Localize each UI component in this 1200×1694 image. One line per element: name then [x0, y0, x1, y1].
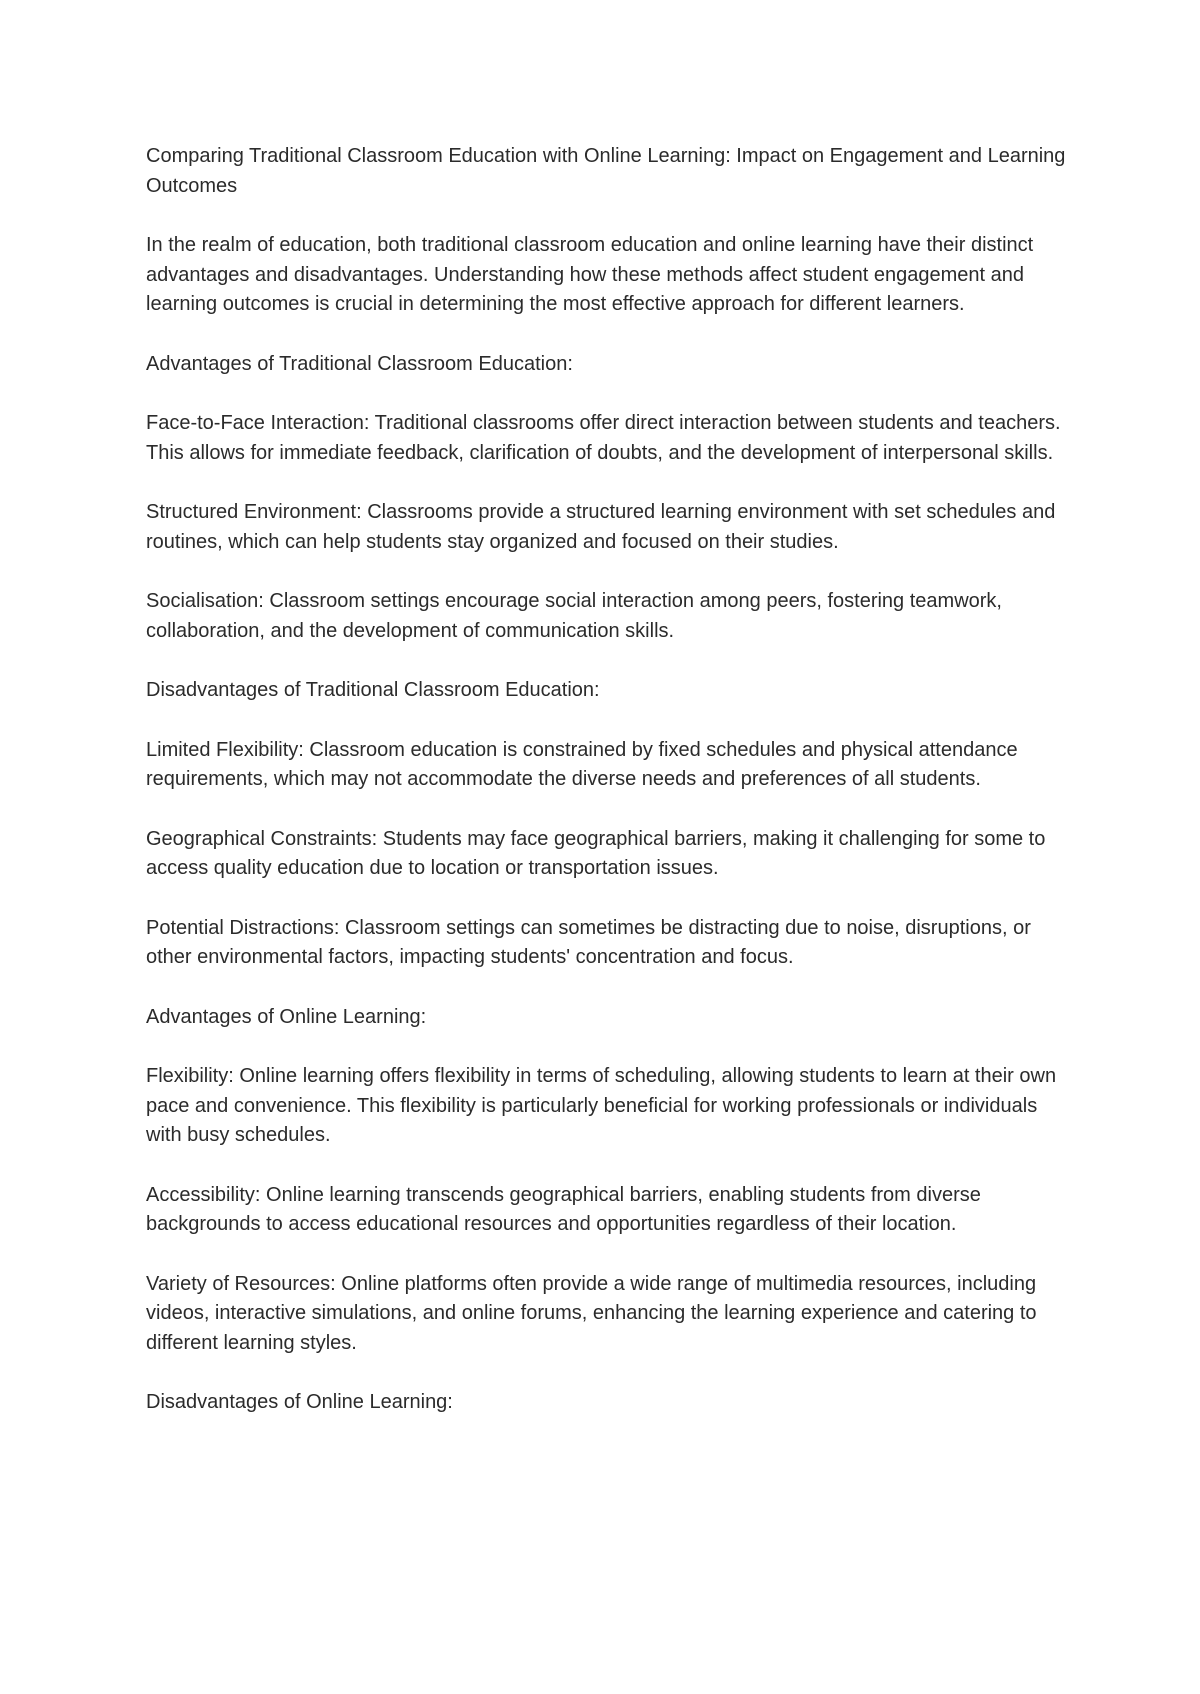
section-heading-traditional-advantages: Advantages of Traditional Classroom Education:: [146, 352, 573, 375]
paragraph-limited-flexibility: Limited Flexibility: Classroom education is constrained by fixed schedules and physical attendance requirements, which may not accommodate the diverse needs and preferences of all students.: [146, 738, 1018, 790]
document-page: [146, 142, 1076, 1448]
document-title: Comparing Traditional Classroom Education with Online Learning: Impact on Engagement and Learning Outcomes: [146, 145, 1066, 197]
paragraph-structured-environment: Structured Environment: Classrooms provide a structured learning environment with set schedules and routines, which can help students stay organized and focused on their studies.: [146, 501, 1056, 553]
paragraph-socialisation: Socialisation: Classroom settings encourage social interaction among peers, fostering teamwork, collaboration, and the development of communication skills.: [146, 590, 1002, 642]
section-heading-online-advantages: Advantages of Online Learning:: [146, 1005, 427, 1028]
paragraph-variety-of-resources: Variety of Resources: Online platforms often provide a wide range of multimedia resources, including videos, interactive simulations, and online forums, enhancing the learning experience and catering to different learning styles.: [146, 1272, 1037, 1354]
intro-paragraph: In the realm of education, both traditional classroom education and online learning have their distinct advantages and disadvantages. Understanding how these methods affect student engagement and learning outcomes is crucial in determining the most effective approach for different learners.: [146, 234, 1034, 315]
paragraph-accessibility: Accessibility: Online learning transcends geographical barriers, enabling students from diverse backgrounds to access educational resources and opportunities regardless of their location.: [146, 1183, 981, 1235]
paragraph-face-to-face: Face-to-Face Interaction: Traditional classrooms offer direct interaction between students and teachers. This allows for immediate feedback, clarification of doubts, and the development of interpersonal skills.: [146, 412, 1061, 464]
paragraph-flexibility: Flexibility: Online learning offers flexibility in terms of scheduling, allowing students to learn at their own pace and convenience. This flexibility is particularly beneficial for working professionals or individuals with busy schedules.: [146, 1065, 1057, 1146]
section-heading-online-disadvantages: Disadvantages of Online Learning:: [146, 1391, 453, 1413]
paragraph-geographical-constraints: Geographical Constraints: Students may face geographical barriers, making it challenging for some to access quality education due to location or transportation issues.: [146, 827, 1046, 879]
paragraph-potential-distractions: Potential Distractions: Classroom settings can sometimes be distracting due to noise, disruptions, or other environmental factors, impacting students' concentration and focus.: [146, 916, 1031, 968]
section-heading-traditional-disadvantages: Disadvantages of Traditional Classroom Education:: [146, 679, 600, 701]
